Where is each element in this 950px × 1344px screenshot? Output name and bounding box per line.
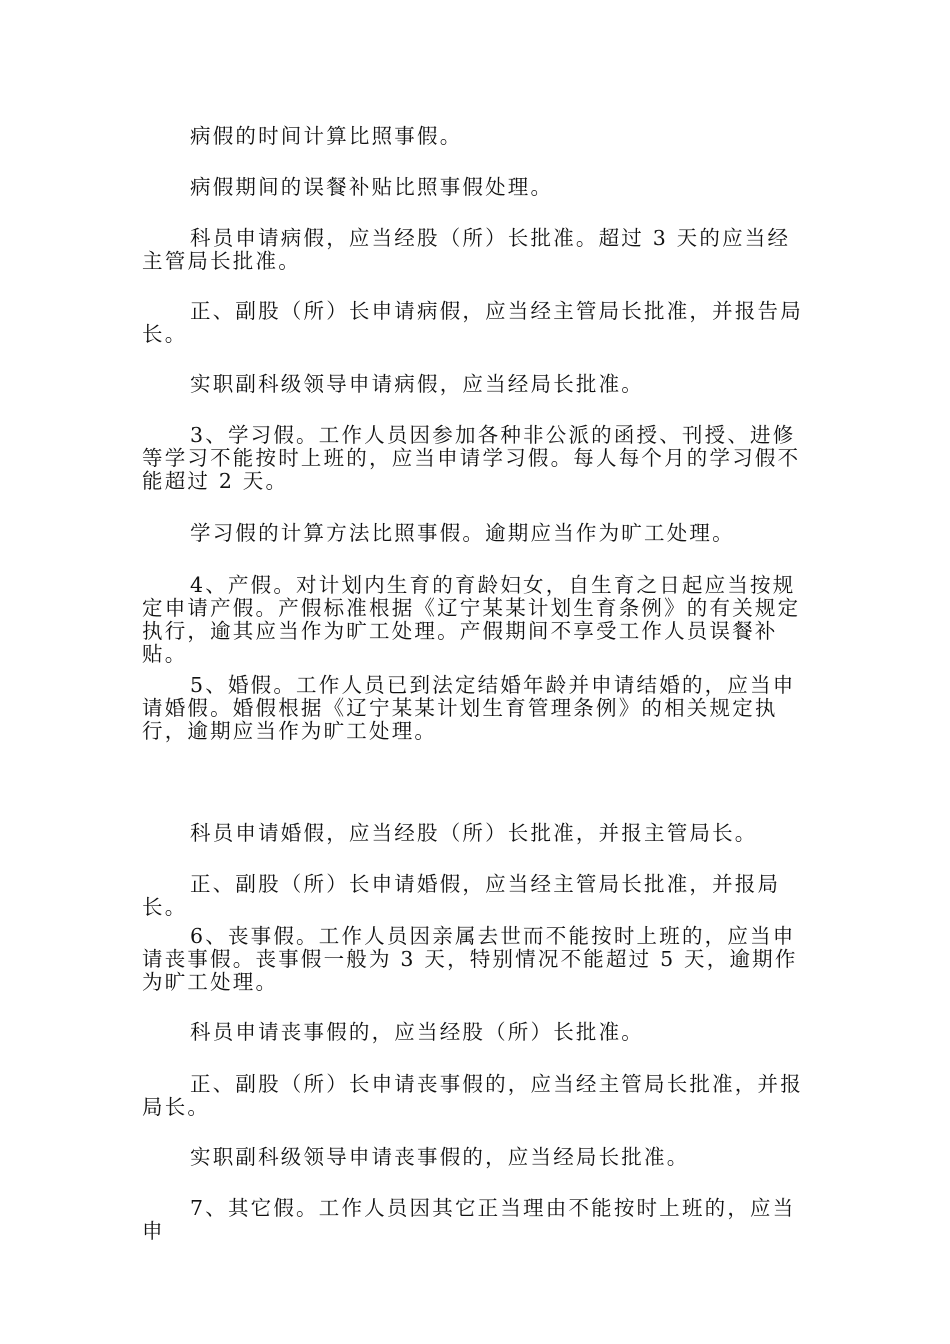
- paragraph-4: 正、副股（所）长申请病假，应当经主管局长批准，并报告局长。: [142, 299, 803, 346]
- paragraph-12: 6、丧事假。工作人员因亲属去世而不能按时上班的，应当申请丧事假。丧事假一般为 3 天，特别情况不能超过 5 天，逾期作为旷工处理。: [142, 924, 798, 994]
- paragraph-13: 科员申请丧事假的，应当经股（所）长批准。: [190, 1020, 644, 1044]
- paragraph-1: 病假的时间计算比照事假。: [190, 124, 463, 148]
- paragraph-9: 5、婚假。工作人员已到法定结婚年龄并申请结婚的，应当申请婚假。婚假根据《辽宁某某计划生育管理条例》的相关规定执行，逾期应当作为旷工处理。: [142, 673, 796, 743]
- paragraph-11: 正、副股（所）长申请婚假，应当经主管局长批准，并报局长。: [142, 872, 781, 919]
- paragraph-15: 实职副科级领导申请丧事假的，应当经局长批准。: [190, 1145, 690, 1169]
- paragraph-10: 科员申请婚假，应当经股（所）长批准，并报主管局长。: [190, 821, 758, 845]
- paragraph-3: 科员申请病假，应当经股（所）长批准。超过 3 天的应当经主管局长批准。: [142, 226, 791, 273]
- paragraph-8: 4、产假。对计划内生育的育龄妇女，自生育之日起应当按规定申请产假。产假标准根据《辽宁某某计划生育条例》的有关规定执行，逾其应当作为旷工处理。产假期间不享受工作人员误餐补贴。: [142, 573, 801, 666]
- paragraph-16: 7、其它假。工作人员因其它正当理由不能按时上班的，应当申: [142, 1196, 796, 1243]
- paragraph-5: 实职副科级领导申请病假，应当经局长批准。: [190, 372, 644, 396]
- paragraph-2: 病假期间的误餐补贴比照事假处理。: [190, 175, 554, 199]
- paragraph-7: 学习假的计算方法比照事假。逾期应当作为旷工处理。: [190, 521, 735, 545]
- paragraph-6: 3、学习假。工作人员因参加各种非公派的函授、刊授、进修等学习不能按时上班的，应当申请学习假。每人每个月的学习假不能超过 2 天。: [142, 423, 801, 493]
- paragraph-14: 正、副股（所）长申请丧事假的，应当经主管局长批准，并报局长。: [142, 1072, 803, 1119]
